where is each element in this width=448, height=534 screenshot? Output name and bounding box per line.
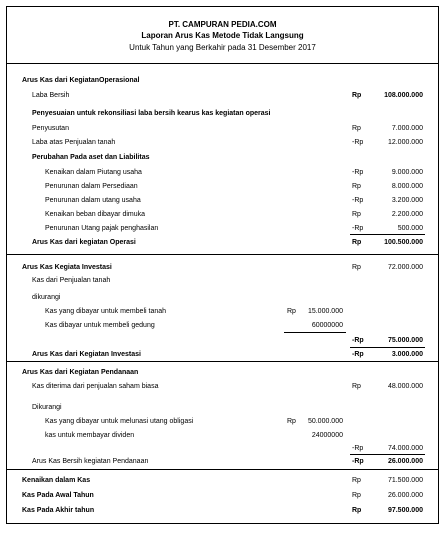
stock-sale-currency: Rp	[352, 383, 361, 390]
stock-sale-label: Kas diterima dari penjualan saham biasa	[32, 383, 159, 390]
tax-payable-label: Penurunan Utang pajak penghasilan	[45, 225, 159, 232]
payables-currency: -Rp	[352, 197, 364, 204]
bond-repayment-value: 50.000.000	[307, 418, 343, 425]
dividend-label: kas untuk membayar dividen	[45, 432, 135, 439]
changes-heading: Perubahan Pada aset dan Liabilitas	[32, 154, 150, 161]
header-divider	[7, 63, 438, 64]
inventory-currency: Rp	[352, 183, 361, 190]
depreciation-value: 7.000.000	[391, 125, 423, 132]
inventory-value: 8.000.000	[391, 183, 423, 190]
prepaid-label: Kenaikan beban dibayar dimuka	[45, 211, 146, 218]
investing-divider	[7, 361, 438, 362]
prepaid-value: 2.200.000	[391, 211, 423, 218]
financing-subtotal-value: 74.000.000	[387, 445, 423, 452]
operating-subtotal-rule	[350, 234, 425, 235]
receivables-label: Kenaikan dalam Piutang usaha	[45, 169, 142, 176]
land-purchase-currency: Rp	[287, 308, 296, 315]
beginning-cash-value: 26.000.000	[387, 492, 423, 499]
investing-subtotal-rule	[284, 332, 346, 333]
ending-cash-value: 97.500.000	[387, 507, 423, 514]
report-period: Untuk Tahun yang Berkahir pada 31 Desember 2017	[129, 43, 316, 52]
report-title: Laporan Arus Kas Metode Tidak Langsung	[141, 31, 304, 40]
cash-flow-statement	[6, 6, 439, 524]
operating-total-currency: Rp	[352, 239, 362, 246]
financing-total-rule	[350, 454, 425, 455]
financing-total-label: Arus Kas Bersih kegiatan Pendanaan	[32, 458, 149, 465]
net-income-currency: Rp	[352, 92, 362, 99]
investing-heading-currency: Rp	[352, 264, 361, 271]
ending-cash-currency: Rp	[352, 507, 362, 514]
cash-increase-label: Kenaikan dalam Kas	[22, 477, 91, 484]
adjustments-heading: Penyesuaian untuk rekonsiliasi laba bersih kearus kas kegiatan operasi	[32, 110, 271, 117]
investing-subtotal-currency: -Rp	[352, 337, 364, 344]
inventory-label: Penurunan dalam Persediaan	[45, 183, 138, 190]
investing-subtotal-value: 75.000.000	[387, 337, 423, 344]
tax-payable-currency: -Rp	[352, 225, 364, 232]
stock-sale-value: 48.000.000	[387, 383, 423, 390]
beginning-cash-currency: Rp	[352, 492, 361, 499]
net-income-value: 108.000.000	[384, 92, 423, 99]
investing-heading: Arus Kas Kegiata Investasi	[22, 264, 112, 271]
receivables-currency: -Rp	[352, 169, 364, 176]
payables-value: 3.200.000	[391, 197, 423, 204]
financing-total-currency: -Rp	[352, 458, 364, 465]
receivables-value: 9.000.000	[391, 169, 423, 176]
land-gain-value: 12.000.000	[387, 139, 423, 146]
operating-divider	[7, 254, 438, 255]
company-name: PT. CAMPURAN PEDIA.COM	[168, 20, 277, 29]
financing-divider	[7, 469, 438, 470]
investing-total-rule	[350, 347, 425, 348]
land-purchase-value: 15.000.000	[307, 308, 343, 315]
beginning-cash-label: Kas Pada Awal Tahun	[22, 492, 94, 499]
investing-total-currency: -Rp	[352, 351, 364, 358]
investing-total-value: 3.000.000	[391, 351, 423, 358]
bond-repayment-currency: Rp	[287, 418, 296, 425]
bond-repayment-label: Kas yang dibayar untuk melunasi utang obligasi	[45, 418, 194, 425]
land-purchase-label: Kas yang dibayar untuk membeli tanah	[45, 308, 167, 315]
financing-heading: Arus Kas dari Kegiatan Pendanaan	[22, 369, 139, 376]
payables-label: Penurunan dalam utang usaha	[45, 197, 141, 204]
investing-less-label: dikurangi	[32, 294, 61, 301]
building-purchase-value: 60000000	[311, 322, 343, 329]
land-gain-label: Laba atas Penjualan tanah	[32, 139, 116, 146]
investing-heading-value: 72.000.000	[387, 264, 423, 271]
investing-total-label: Arus Kas dari Kegiatan Investasi	[32, 351, 141, 358]
dividend-value: 24000000	[311, 432, 343, 439]
building-purchase-label: Kas dibayar untuk membeli gedung	[45, 322, 155, 329]
financing-less-label: Dikurangi	[32, 404, 62, 411]
depreciation-label: Penyusutan	[32, 125, 69, 132]
operating-heading: Arus Kas dari KegiatanOperasional	[22, 77, 140, 84]
cash-increase-value: 71.500.000	[387, 477, 423, 484]
cash-increase-currency: Rp	[352, 477, 361, 484]
land-gain-currency: -Rp	[352, 139, 364, 146]
financing-subtotal-currency: -Rp	[352, 445, 364, 452]
operating-total-label: Arus Kas dari kegiatan Operasi	[32, 239, 136, 246]
prepaid-currency: Rp	[352, 211, 361, 218]
land-sale-label: Kas dari Penjualan tanah	[32, 277, 111, 284]
depreciation-currency: Rp	[352, 125, 361, 132]
financing-total-value: 26.000.000	[387, 458, 423, 465]
net-income-label: Laba Bersih	[32, 92, 70, 99]
tax-payable-value: 500.000	[397, 225, 423, 232]
ending-cash-label: Kas Pada Akhir tahun	[22, 507, 95, 514]
operating-total-value: 100.500.000	[384, 239, 423, 246]
